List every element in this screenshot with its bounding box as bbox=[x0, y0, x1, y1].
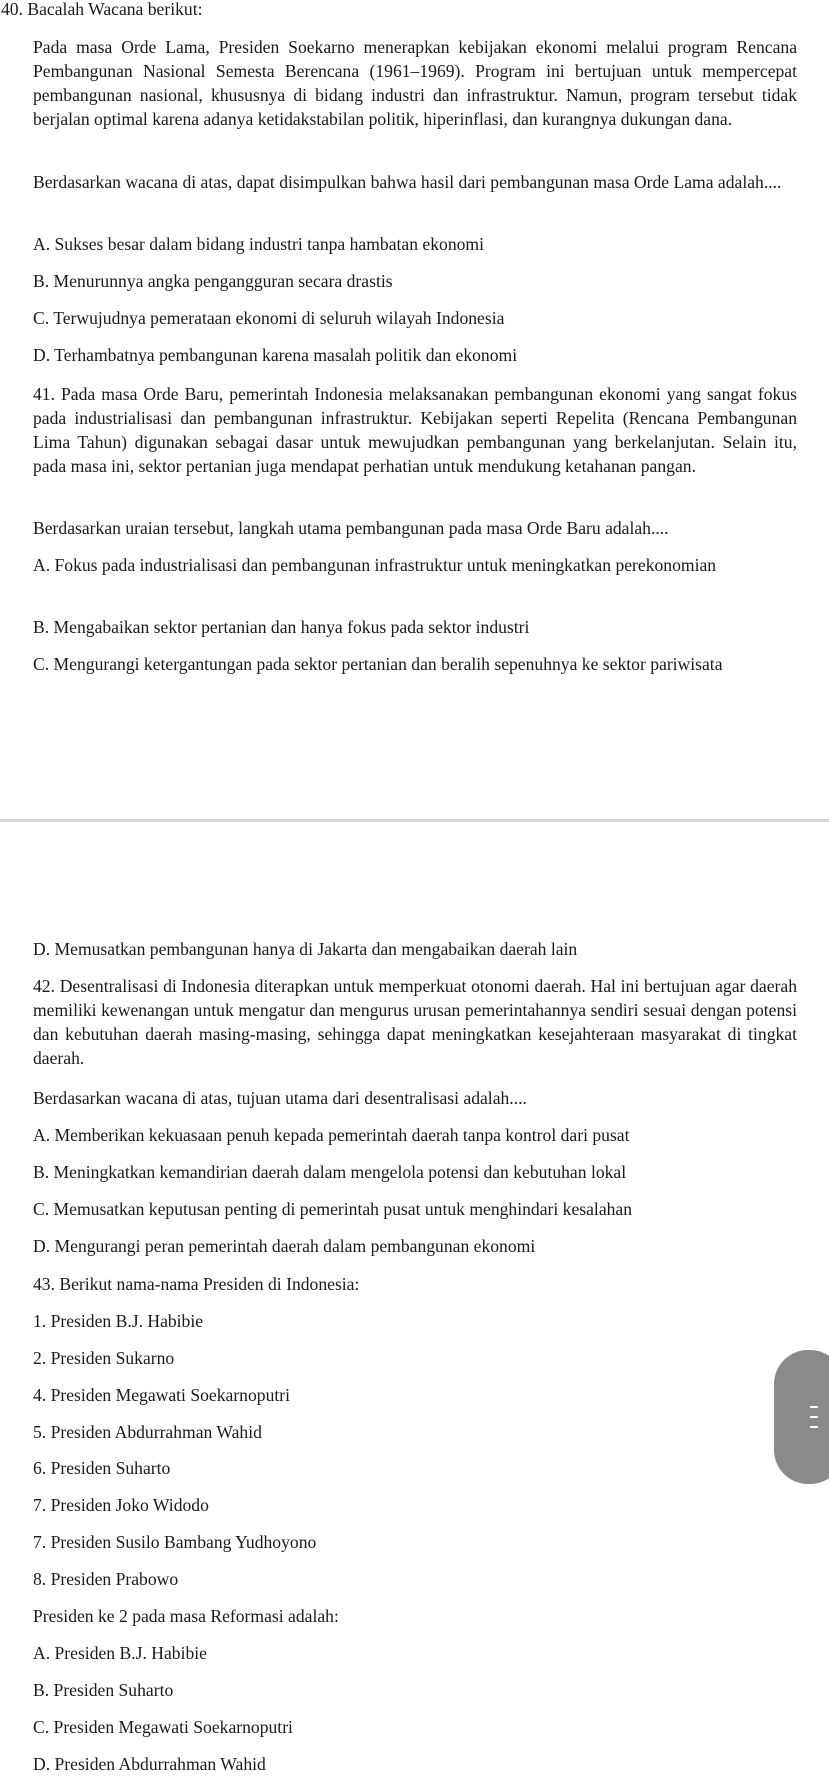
page-divider bbox=[0, 819, 829, 822]
q40-heading: 40. Bacalah Wacana berikut: bbox=[1, 0, 203, 19]
q40-passage: Pada masa Orde Lama, Presiden Soekarno menerapkan kebijakan ekonomi melalui program Rencana Pembangunan Nasional Semesta Berencana (1961–1969). Program ini bertujuan untuk mempercepat pembangunan nasional, khususnya di bidang industri dan infrastruktur. Namun, program tersebut tidak berjalan optimal karena adanya ketidakstabilan politik, hiperinflasi, dan kurangnya dukungan dana. bbox=[33, 37, 797, 129]
q40-option-b[interactable]: B. Menurunnya angka pengangguran secara drastis bbox=[33, 271, 393, 291]
q42-option-d[interactable]: D. Mengurangi peran pemerintah daerah dalam pembangunan ekonomi bbox=[33, 1236, 536, 1256]
q43-question: Presiden ke 2 pada masa Reformasi adalah: bbox=[33, 1606, 339, 1626]
grip-line-icon bbox=[810, 1416, 818, 1418]
q43-list-item: 8. Presiden Prabowo bbox=[33, 1569, 179, 1589]
q42-question: Berdasarkan wacana di atas, tujuan utama dari desentralisasi adalah.... bbox=[33, 1088, 527, 1108]
q42-passage: 42. Desentralisasi di Indonesia diterapkan untuk memperkuat otonomi daerah. Hal ini bertujuan agar daerah memiliki kewenangan untuk mengatur dan mengurus urusan pemerintahannya sendiri sesuai dengan potensi dan kebutuhan daerah masing-masing, sehingga dapat meningkatkan kesejahteraan masyarakat di tingkat daerah. bbox=[33, 976, 797, 1068]
q43-list-item: 5. Presiden Abdurrahman Wahid bbox=[33, 1422, 262, 1442]
q41-question: Berdasarkan uraian tersebut, langkah utama pembangunan pada masa Orde Baru adalah.... bbox=[33, 518, 669, 538]
q40-question: Berdasarkan wacana di atas, dapat disimpulkan bahwa hasil dari pembangunan masa Orde Lama adalah.... bbox=[33, 172, 782, 192]
q40-option-d[interactable]: D. Terhambatnya pembangunan karena masalah politik dan ekonomi bbox=[33, 345, 518, 365]
q43-list-item: 4. Presiden Megawati Soekarnoputri bbox=[33, 1385, 291, 1405]
q43-list-item: 7. Presiden Susilo Bambang Yudhoyono bbox=[33, 1532, 317, 1552]
q42-option-c[interactable]: C. Memusatkan keputusan penting di pemerintah pusat untuk menghindari kesalahan bbox=[33, 1199, 633, 1219]
q43-list-item: 7. Presiden Joko Widodo bbox=[33, 1495, 209, 1515]
grip-line-icon bbox=[810, 1426, 818, 1428]
q41-option-c[interactable]: C. Mengurangi ketergantungan pada sektor pertanian dan beralih sepenuhnya ke sektor pariwisata bbox=[33, 654, 723, 674]
q43-list-item: 2. Presiden Sukarno bbox=[33, 1348, 175, 1368]
q41-option-b[interactable]: B. Mengabaikan sektor pertanian dan hanya fokus pada sektor industri bbox=[33, 617, 530, 637]
grip-line-icon bbox=[810, 1406, 818, 1408]
q41-passage: 41. Pada masa Orde Baru, pemerintah Indonesia melaksanakan pembangunan ekonomi yang sangat fokus pada industrialisasi dan pembangunan infrastruktur. Kebijakan seperti Repelita (Rencana Pembangunan Lima Tahun) digunakan sebagai dasar untuk mewujudkan pembangunan yang berkelanjutan. Selain itu, pada masa ini, sektor pertanian juga mendapat perhatian untuk mendukung ketahanan pangan. bbox=[33, 384, 797, 476]
q41-option-d[interactable]: D. Memusatkan pembangunan hanya di Jakarta dan mengabaikan daerah lain bbox=[33, 939, 578, 959]
q43-option-c[interactable]: C. Presiden Megawati Soekarnoputri bbox=[33, 1717, 293, 1737]
scroll-handle[interactable] bbox=[774, 1350, 829, 1484]
q43-list-item: 6. Presiden Suharto bbox=[33, 1458, 171, 1478]
q42-option-b[interactable]: B. Meningkatkan kemandirian daerah dalam mengelola potensi dan kebutuhan lokal bbox=[33, 1162, 627, 1182]
q41-option-a[interactable]: A. Fokus pada industrialisasi dan pembangunan infrastruktur untuk meningkatkan perekonomian bbox=[33, 555, 717, 575]
q43-option-a[interactable]: A. Presiden B.J. Habibie bbox=[33, 1643, 207, 1663]
q43-list-item: 1. Presiden B.J. Habibie bbox=[33, 1311, 204, 1331]
q40-option-a[interactable]: A. Sukses besar dalam bidang industri tanpa hambatan ekonomi bbox=[33, 234, 484, 254]
q43-option-b[interactable]: B. Presiden Suharto bbox=[33, 1680, 174, 1700]
q42-option-a[interactable]: A. Memberikan kekuasaan penuh kepada pemerintah daerah tanpa kontrol dari pusat bbox=[33, 1125, 630, 1145]
q43-option-d[interactable]: D. Presiden Abdurrahman Wahid bbox=[33, 1754, 266, 1774]
q43-heading: 43. Berikut nama-nama Presiden di Indonesia: bbox=[33, 1274, 360, 1294]
q40-option-c[interactable]: C. Terwujudnya pemerataan ekonomi di seluruh wilayah Indonesia bbox=[33, 308, 505, 328]
